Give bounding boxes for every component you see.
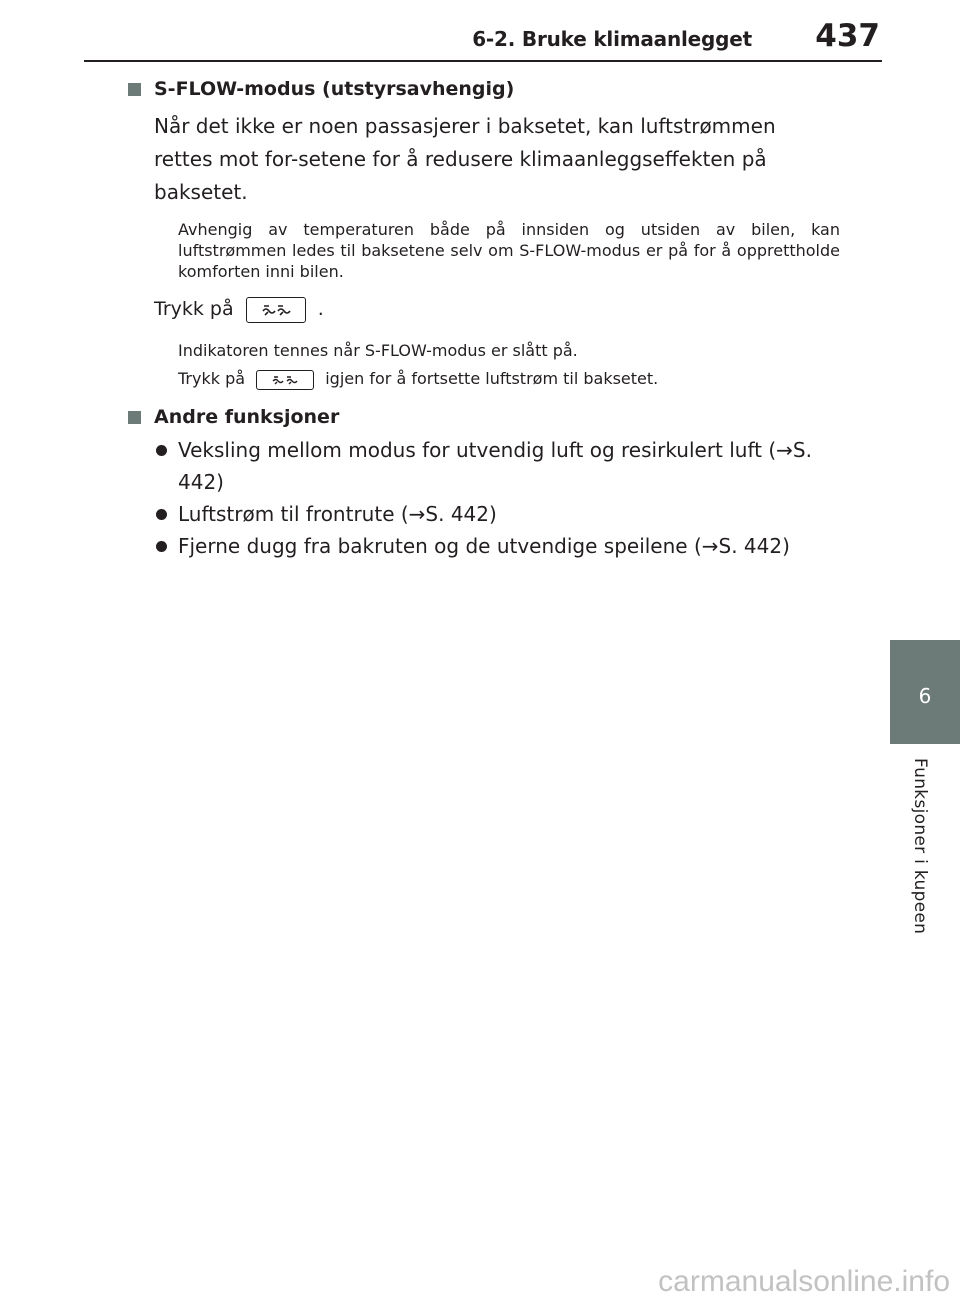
press-prefix: Trykk på	[154, 298, 234, 320]
bullet-dot-icon	[156, 509, 167, 520]
square-bullet-icon	[128, 83, 141, 96]
again-suffix: igjen for å fortsette luftstrøm til baksetet.	[325, 369, 659, 388]
s-flow-icon	[247, 298, 305, 322]
list-item-text: Fjerne dugg fra bakruten og de utvendige speilene (→S. 442)	[178, 534, 790, 558]
sflow-body: Når det ikke er noen passasjerer i baksetet, kan luftstrømmen rettes mot for-setene for å redusere klimaanleggseffekten på baksetet.	[154, 114, 776, 204]
section-title: 6-2. Bruke klimaanlegget	[472, 27, 752, 51]
indicator-note: Indikatoren tennes når S-FLOW-modus er slått på.	[178, 341, 578, 360]
list-item	[128, 434, 840, 498]
bullet-dot-icon	[156, 445, 167, 456]
s-flow-icon-small	[257, 371, 313, 389]
page-header	[0, 0, 960, 62]
square-bullet-icon	[128, 411, 141, 424]
chapter-number: 6	[918, 684, 932, 708]
list-item-text: Veksling mellom modus for utvendig luft og resirkulert luft (→S. 442)	[178, 438, 812, 494]
sflow-heading-text: S-FLOW-modus (utstyrsavhengig)	[154, 78, 515, 100]
other-heading-text: Andre funksjoner	[154, 406, 340, 428]
bullet-dot-icon	[156, 541, 167, 552]
page-number: 437	[815, 18, 880, 54]
again-prefix: Trykk på	[178, 369, 246, 388]
list-item	[128, 498, 840, 530]
list-item	[128, 530, 840, 562]
sflow-heading	[128, 72, 840, 106]
again-note	[128, 366, 840, 392]
page-content	[128, 72, 840, 562]
list-item-text: Luftstrøm til frontrute (→S. 442)	[178, 502, 497, 526]
watermark: carmanualsonline.info	[658, 1265, 950, 1298]
chapter-label: Funksjoner i kupeen	[910, 758, 930, 935]
sflow-note: Avhengig av temperaturen både på innsiden og utsiden av bilen, kan luftstrømmen ledes til baksetene selv om S-FLOW-modus er på for å opprettholde komforten inni bilen.	[178, 220, 840, 281]
header-rule	[84, 60, 882, 62]
other-heading	[128, 400, 840, 434]
press-suffix: .	[317, 298, 324, 320]
s-flow-button-small	[256, 370, 314, 390]
sflow-press-line	[128, 294, 840, 324]
s-flow-button	[246, 297, 306, 323]
